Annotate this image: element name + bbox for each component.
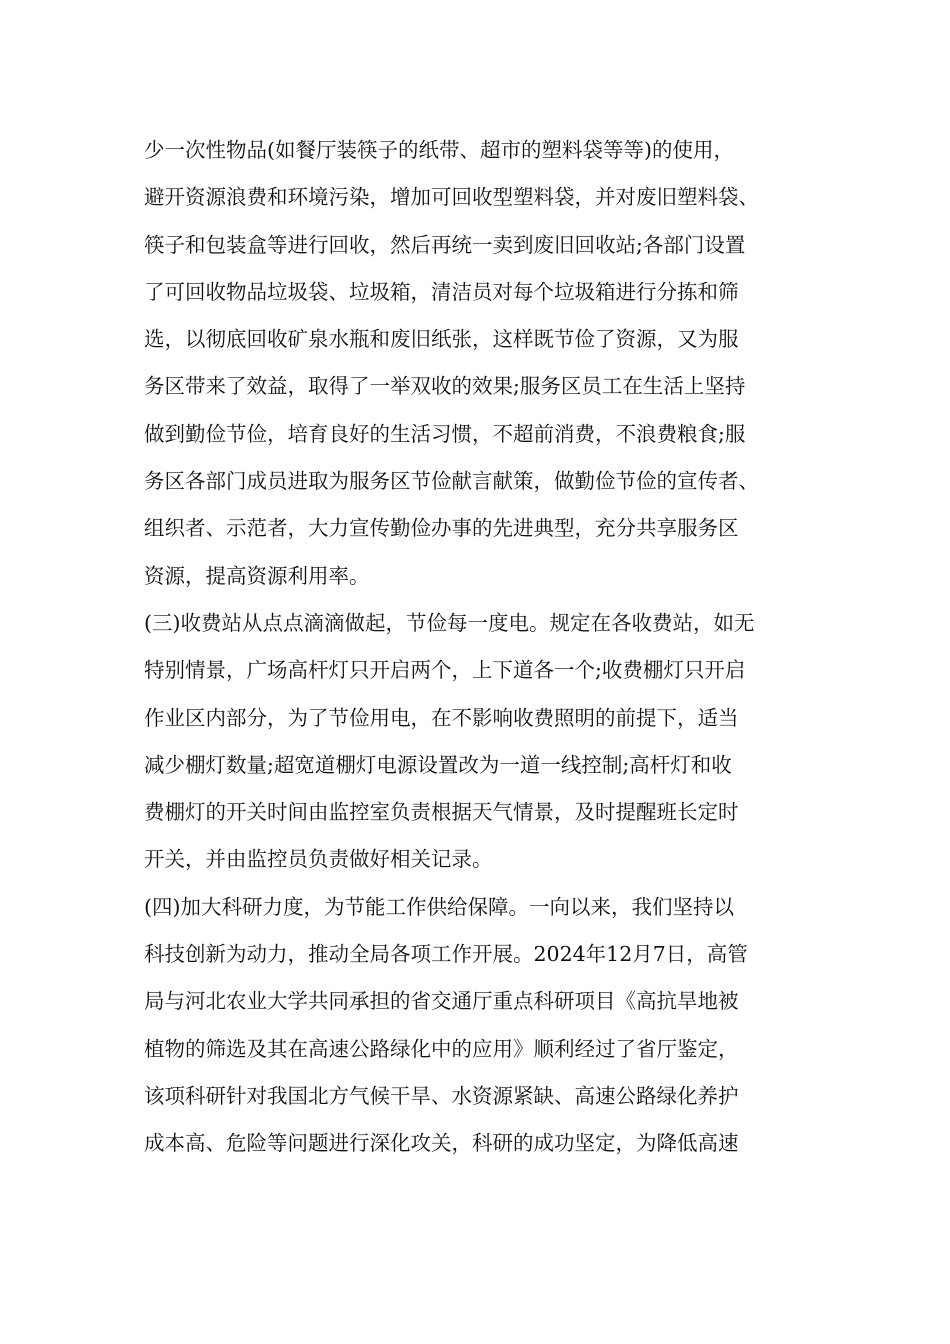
text-line: 避开资源浪费和环境污染，增加可回收型塑料袋，并对废旧塑料袋、 [144, 185, 759, 210]
body-text [144, 127, 844, 1168]
text-line: 筷子和包装盒等进行回收，然后再统一卖到废旧回收站;各部门设置 [144, 232, 746, 257]
text-line: 了可回收物品垃圾袋、垃圾箱，清洁员对每个垃圾箱进行分拣和筛 [144, 279, 739, 304]
text-line: 资源，提高资源利用率。 [144, 563, 370, 588]
text-line: 费棚灯的开关时间由监控室负责根据天气情景，及时提醒班长定时 [144, 800, 739, 825]
text-line: 开关，并由监控员负责做好相关记录。 [144, 847, 493, 872]
text-line: 该项科研针对我国北方气候干旱、水资源紧缺、高速公路绿化养护 [144, 1083, 739, 1108]
text-line: 成本高、危险等问题进行深化攻关，科研的成功坚定，为降低高速 [144, 1131, 739, 1156]
text-line: (四)加大科研力度，为节能工作供给保障。一向以来，我们坚持以 [144, 894, 734, 919]
text-line: 减少棚灯数量;超宽道棚灯电源设置改为一道一线控制;高杆灯和收 [144, 752, 732, 777]
text-line: 做到勤俭节俭，培育良好的生活习惯，不超前消费，不浪费粮食;服 [144, 421, 746, 446]
text-line: 务区带来了效益，取得了一举双收的效果;服务区员工在生活上坚持 [144, 374, 746, 399]
text-line: 特别情景，广场高杆灯只开启两个，上下道各一个;收费棚灯只开启 [144, 658, 746, 683]
text-line: 少一次性物品(如餐厅装筷子的纸带、超市的塑料袋等等)的使用， [144, 138, 734, 162]
text-line: 局与河北农业大学共同承担的省交通厅重点科研项目《高抗旱地被 [144, 989, 739, 1014]
text-line: 组织者、示范者，大力宣传勤俭办事的先进典型，充分共享服务区 [144, 516, 739, 541]
text-line: 植物的筛选及其在高速公路绿化中的应用》顺利经过了省厅鉴定， [144, 1036, 739, 1061]
text-line: 科技创新为动力，推动全局各项工作开展。2024年12月7日，高管 [144, 942, 748, 967]
text-line: (三)收费站从点点滴滴做起，节俭每一度电。规定在各收费站，如无 [144, 610, 755, 635]
text-line: 选，以彻底回收矿泉水瓶和废旧纸张，这样既节俭了资源，又为服 [144, 327, 739, 352]
text-line: 务区各部门成员进取为服务区节俭献言献策，做勤俭节俭的宣传者、 [144, 469, 759, 494]
text-line: 作业区内部分，为了节俭用电，在不影响收费照明的前提下，适当 [144, 705, 739, 730]
